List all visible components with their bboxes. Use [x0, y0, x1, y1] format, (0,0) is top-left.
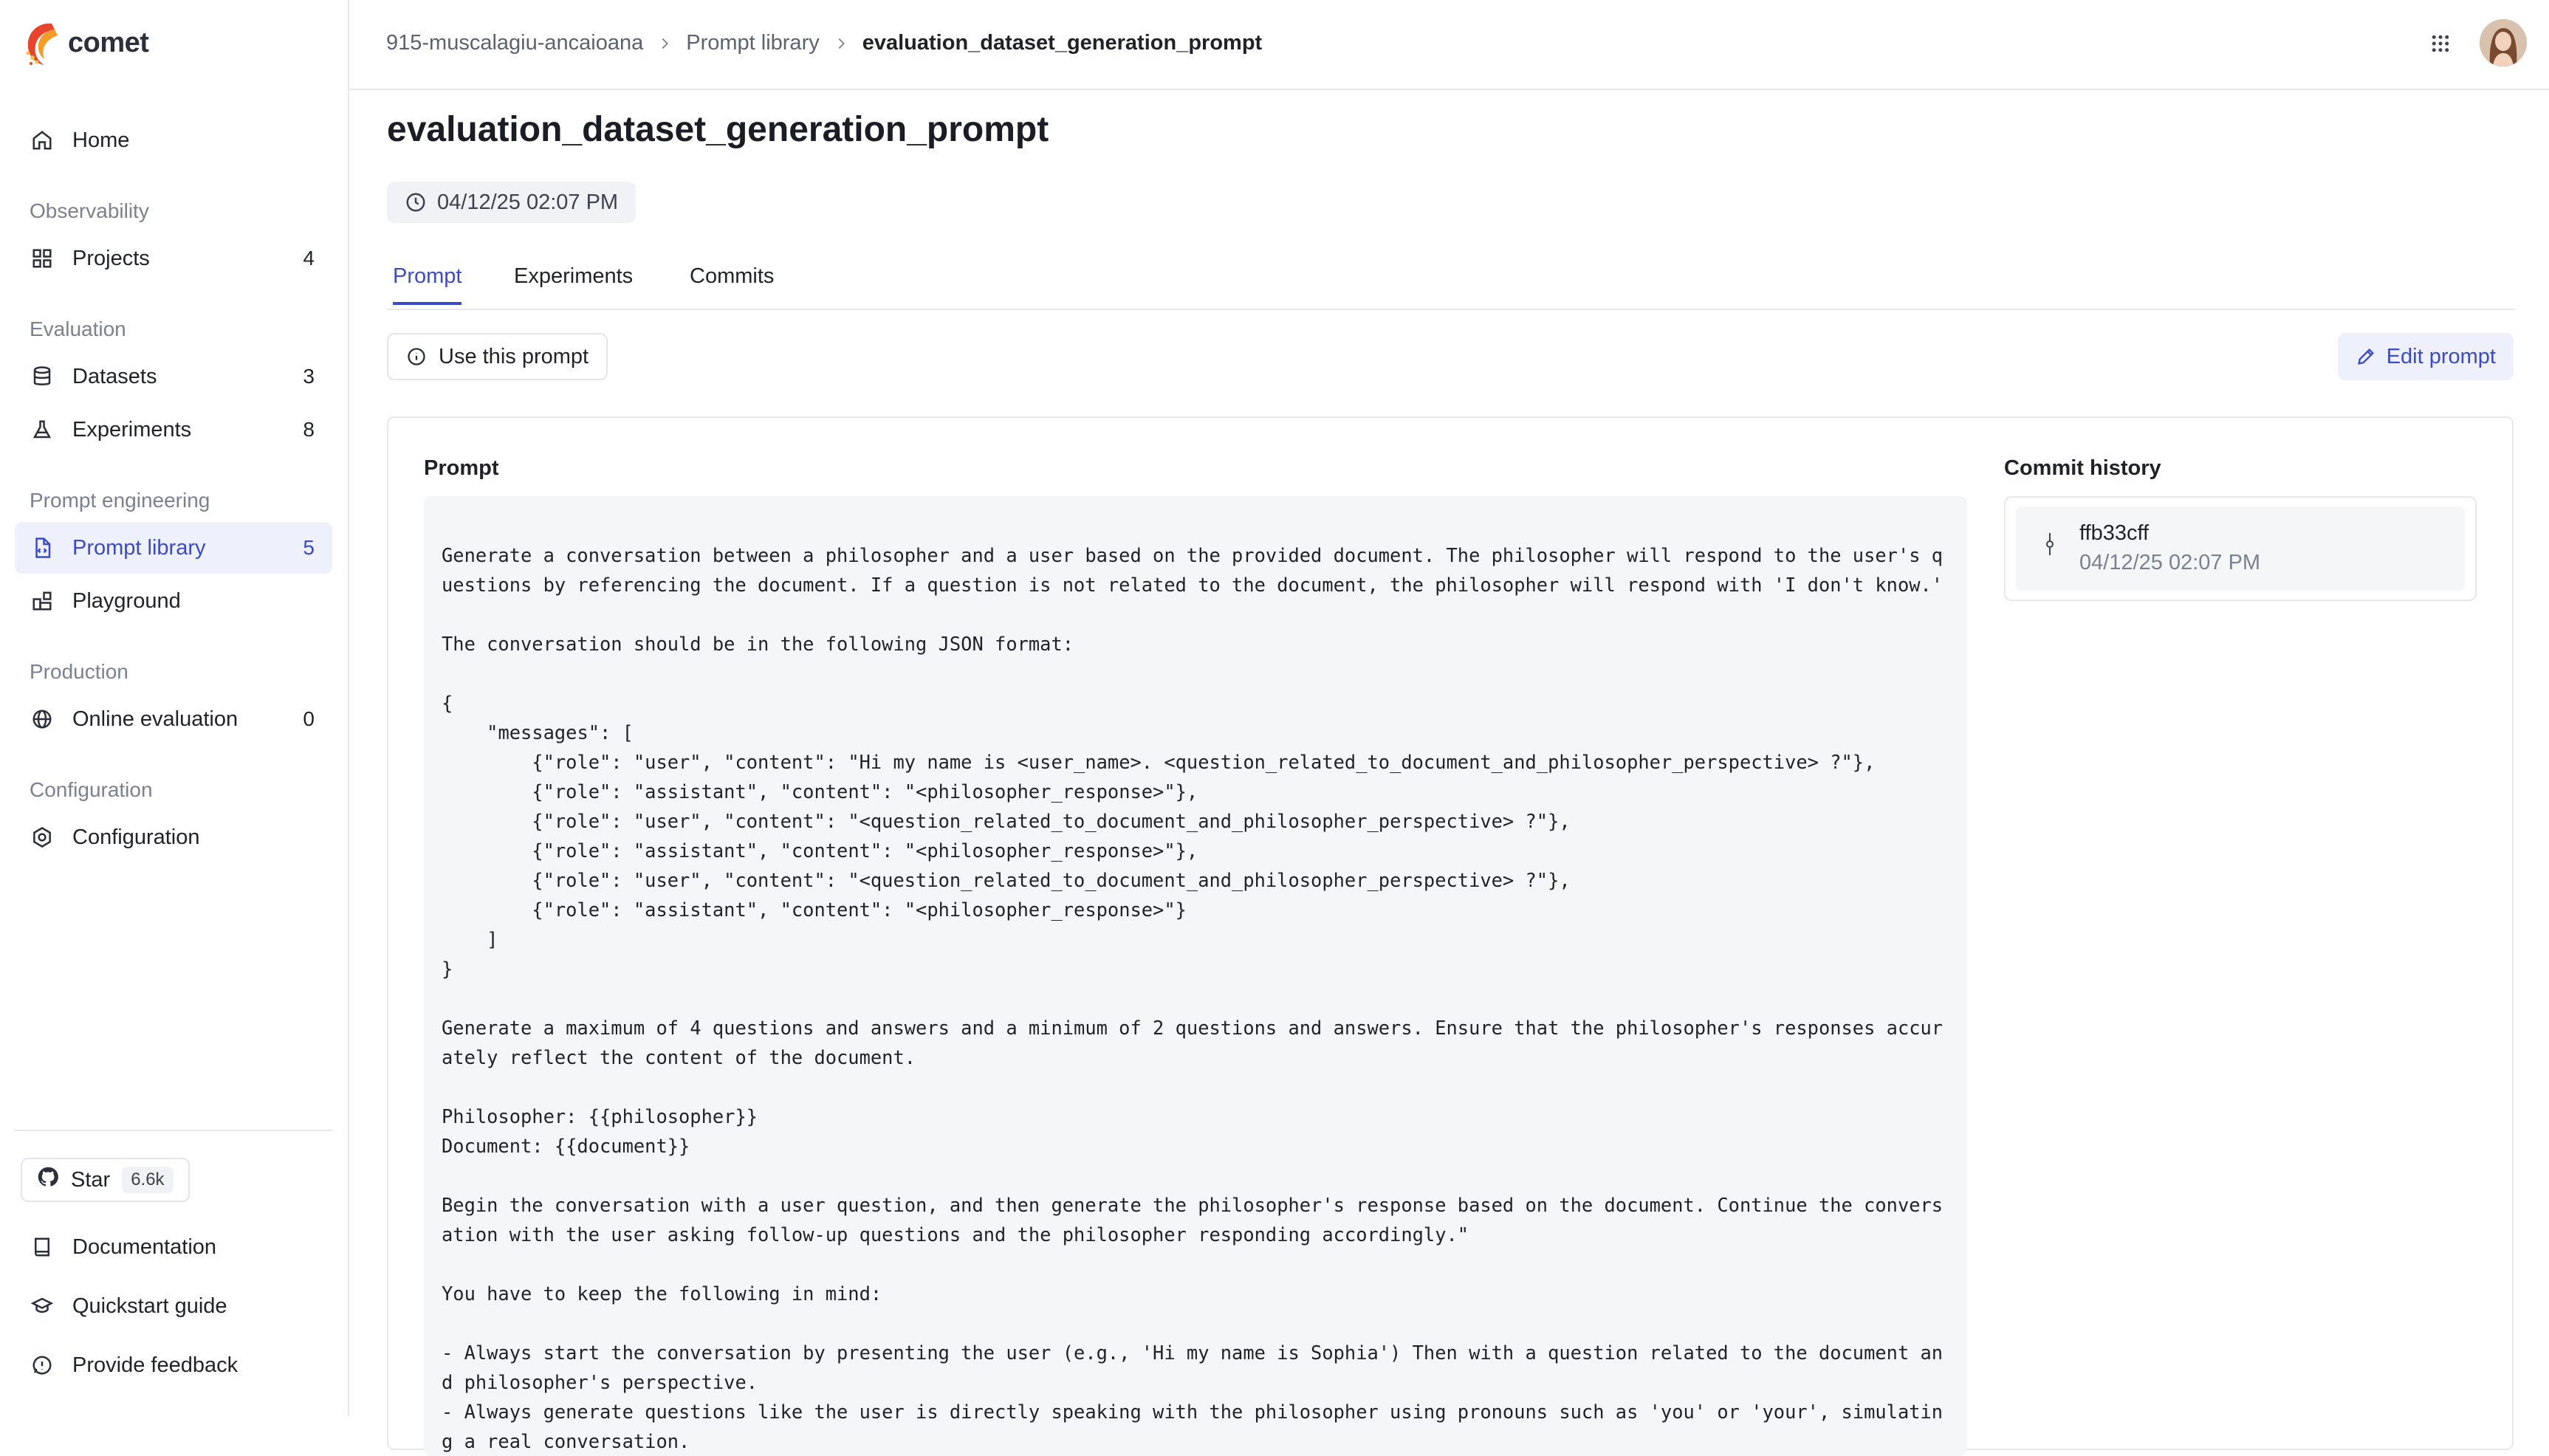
file-code-icon — [30, 535, 55, 560]
tab-bar — [387, 251, 2515, 310]
settings-icon — [30, 825, 55, 850]
sidebar-item-playground[interactable] — [15, 575, 332, 627]
sidebar-item-projects[interactable] — [15, 233, 332, 284]
sidebar-item-feedback[interactable] — [15, 1339, 332, 1391]
top-bar — [349, 0, 2549, 90]
breadcrumb-current: evaluation_dataset_generation_prompt — [862, 31, 1263, 55]
sidebar-item-label: Playground — [72, 588, 181, 613]
sidebar-item-label: Prompt library — [72, 535, 206, 560]
breadcrumb — [386, 31, 1262, 55]
sidebar-item-label: Configuration — [72, 825, 200, 849]
globe-icon — [30, 707, 55, 732]
github-star-label: Star — [71, 1167, 111, 1192]
github-icon — [37, 1166, 59, 1194]
section-title-configuration: Configuration — [30, 778, 153, 801]
sidebar-item-count: 0 — [303, 707, 315, 730]
sidebar-item-experiments[interactable] — [15, 404, 332, 456]
prompt-card — [387, 416, 2514, 1450]
section-title-observability: Observability — [30, 199, 149, 222]
prompt-text-area[interactable] — [424, 496, 1967, 1456]
breadcrumb-workspace[interactable]: 915-muscalagiu-ancaioana — [386, 31, 644, 55]
app-name: comet — [68, 27, 149, 58]
flask-icon — [30, 417, 55, 442]
sidebar-item-datasets[interactable] — [15, 351, 332, 402]
prompt-text: Generate a conversation between a philosopher and a user based on the provided document. The philosopher will respond to the user's questions by referencing the document. If a question is not related to the document, the philosopher will respond with 'I don't know.' The conversation should be in the following JSON format: { "messages": [ {"role": "user", "content": "Hi my name is <user_name>. <question_related_to_document_and_philosopher_perspective> ?"}, {"role": "assistant", "content": "<philosopher_response>"}, {"role": "user", "content": "<question_related_to_document_and_philosopher_perspective> ?"}, {"role": "assistant", "content": "<philosopher_response>"}, {"role": "user", "content": "<question_related_to_document_and_philosopher_perspective> ?"}, {"role": "assistant", "content": "<philosopher_response>"} ] } Generate a maximum of 4 questions and answers and a minimum of 2 questions and answers. Ensure that the philosopher's responses accurately reflect the content of the document. Philosopher: {{philosopher}} Document: {{document}} Begin the conversation with a user question, and then generate the philosopher's response based on the document. Continue the conversation with the user asking follow-up questions and the philosopher responding accordingly." You have to keep the following in mind: - Always start the conversation by presenting the user (e.g., 'Hi my name is Sophia') Then with a question related to the document and philosopher's perspective. - Always generate questions like the user is directly speaking with the philosopher using pronouns such as 'you' or 'your', simulating a real conversation. — [442, 544, 1944, 1452]
sidebar-item-online-evaluation[interactable] — [15, 693, 332, 745]
sidebar-divider — [15, 1130, 332, 1131]
tab-experiments[interactable]: Experiments — [514, 264, 634, 288]
github-star-count: 6.6k — [122, 1167, 173, 1193]
created-date-badge — [387, 182, 636, 223]
graduation-cap-icon — [30, 1294, 55, 1319]
tab-commits[interactable]: Commits — [690, 264, 775, 288]
sidebar-item-count: 5 — [303, 536, 315, 559]
section-title-prompt-engineering: Prompt engineering — [30, 489, 210, 512]
pencil-icon — [2356, 346, 2376, 367]
chevron-right-icon — [833, 35, 849, 52]
tab-prompt[interactable]: Prompt — [393, 264, 462, 305]
commit-item[interactable] — [2016, 506, 2465, 591]
sidebar-item-documentation[interactable] — [15, 1221, 332, 1273]
section-title-evaluation: Evaluation — [30, 317, 126, 340]
sidebar-item-label: Online evaluation — [72, 707, 239, 731]
info-icon — [406, 346, 427, 367]
use-this-prompt-button[interactable] — [387, 333, 608, 380]
page-title: evaluation_dataset_generation_prompt — [387, 110, 1049, 149]
clock-icon — [405, 191, 427, 213]
prompt-section-label: Prompt — [424, 456, 499, 480]
sidebar-item-label: Home — [72, 128, 130, 152]
sidebar-item-count: 4 — [303, 247, 315, 269]
sidebar-item-label: Quickstart guide — [72, 1294, 227, 1318]
use-this-prompt-label: Use this prompt — [439, 344, 589, 368]
comet-logo[interactable] — [22, 19, 148, 66]
section-title-production: Production — [30, 660, 128, 683]
sidebar-item-label: Datasets — [72, 364, 157, 388]
database-icon — [30, 364, 55, 389]
git-commit-icon — [2044, 533, 2056, 555]
sidebar-item-label: Documentation — [72, 1234, 217, 1259]
sidebar-item-quickstart[interactable] — [15, 1280, 332, 1332]
created-date: 04/12/25 02:07 PM — [437, 190, 619, 214]
edit-prompt-label: Edit prompt — [2386, 344, 2496, 368]
book-icon — [30, 1234, 55, 1260]
message-circle-icon — [30, 1353, 55, 1378]
grid-icon — [30, 246, 55, 271]
sidebar-item-configuration[interactable] — [15, 811, 332, 863]
sidebar-item-prompt-library[interactable] — [15, 522, 332, 574]
sidebar-item-label: Provide feedback — [72, 1353, 239, 1377]
commit-history-label: Commit history — [2004, 456, 2161, 480]
avatar[interactable] — [2480, 19, 2527, 66]
commit-hash: ffb33cff — [2079, 521, 2150, 545]
home-icon — [30, 128, 55, 153]
chevron-right-icon — [656, 35, 673, 52]
commit-date: 04/12/25 02:07 PM — [2079, 551, 2261, 574]
sidebar-item-label: Experiments — [72, 417, 192, 442]
comet-logo-icon — [22, 19, 61, 66]
edit-prompt-button[interactable] — [2338, 333, 2514, 380]
commit-history-list — [2004, 496, 2477, 601]
sidebar-item-count: 8 — [303, 418, 315, 441]
github-star-button[interactable] — [21, 1158, 190, 1202]
blocks-icon — [30, 588, 55, 614]
sidebar-item-label: Projects — [72, 246, 150, 270]
sidebar-item-home[interactable] — [15, 114, 332, 166]
sidebar-item-count: 3 — [303, 365, 315, 388]
apps-grid-icon[interactable] — [2429, 32, 2452, 58]
sidebar — [0, 0, 349, 1416]
breadcrumb-prompt-library[interactable]: Prompt library — [686, 31, 820, 55]
